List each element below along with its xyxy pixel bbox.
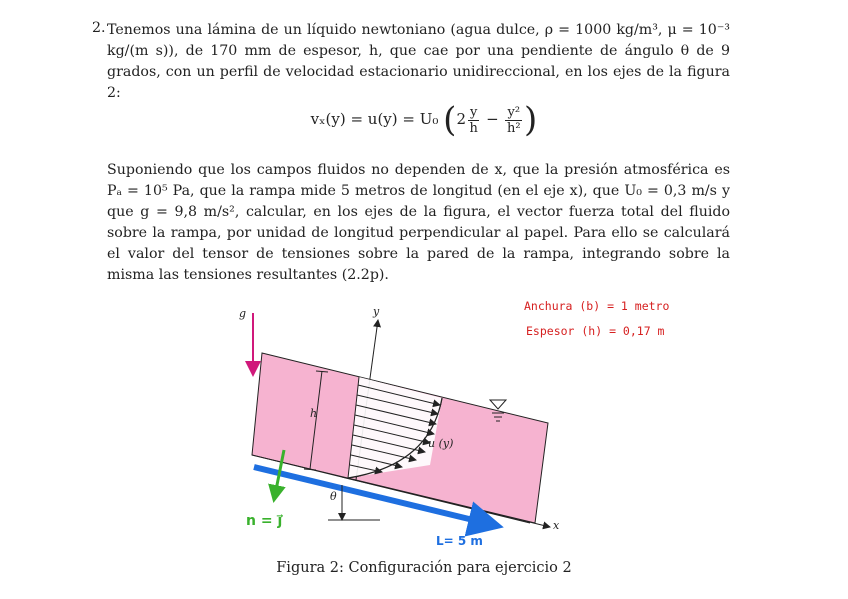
- problem-intro: Tenemos una lámina de un líquido newtoniano (agua dulce, ρ = 1000 kg/m³, μ = 10⁻³ kg/(m s)), de 170 mm de espesor, h, que cae por una pendiente de ángulo θ de 9 grados, con un perfil de velocidad estacionario unidireccional, en los ejes de la figura 2:: [107, 22, 730, 101]
- flow-figure: [230, 295, 670, 555]
- gravity-label: g: [239, 307, 247, 320]
- normal-note: n = j⃗: [246, 513, 283, 529]
- length-note: L= 5 m: [436, 534, 483, 548]
- equation-coef: 2: [456, 110, 466, 128]
- problem-number: 2.: [92, 20, 106, 36]
- width-note: Anchura (b) = 1 metro: [524, 299, 670, 313]
- theta-label: θ: [330, 490, 337, 503]
- equation-minus: −: [486, 110, 499, 128]
- figure-caption: Figura 2: Configuración para ejercicio 2: [276, 560, 572, 576]
- fraction-y-h: $\frac{y}{h}$: [469, 104, 478, 136]
- velocity-equation: vₓ(y) = u(y) = U₀ (2 $\frac{y}{h}$ − $\frac{\text{y²}}{\text{h²}}$ ): [310, 100, 538, 140]
- fraction-y2-h2: $\frac{\text{y²}}{\text{h²}}$: [506, 104, 521, 136]
- problem-body: Suponiendo que los campos fluidos no dependen de x, que la presión atmosférica es Pₐ = 10⁵ Pa, que la rampa mide 5 metros de longitud (en el eje x), que U₀ = 0,3 m/s y que g = 9,8 m/s², calcular, en los ejes de la figura, el vector fuerza total del fluido sobre la rampa, por unidad de longitud perpendicular al papel. Para ello se calculará el valor del tensor de tensiones sobre la pared de la rampa, integrando sobre la misma las tensiones resultantes (2.2p).: [107, 162, 730, 283]
- u-profile-label: u (y): [428, 437, 454, 450]
- x-axis-label: x: [553, 519, 560, 532]
- equation-lhs: vₓ(y) = u(y) = U₀: [310, 110, 439, 128]
- h-label: h: [310, 407, 318, 420]
- thickness-note: Espesor (h) = 0,17 m: [526, 324, 665, 338]
- y-axis-label: y: [373, 305, 380, 318]
